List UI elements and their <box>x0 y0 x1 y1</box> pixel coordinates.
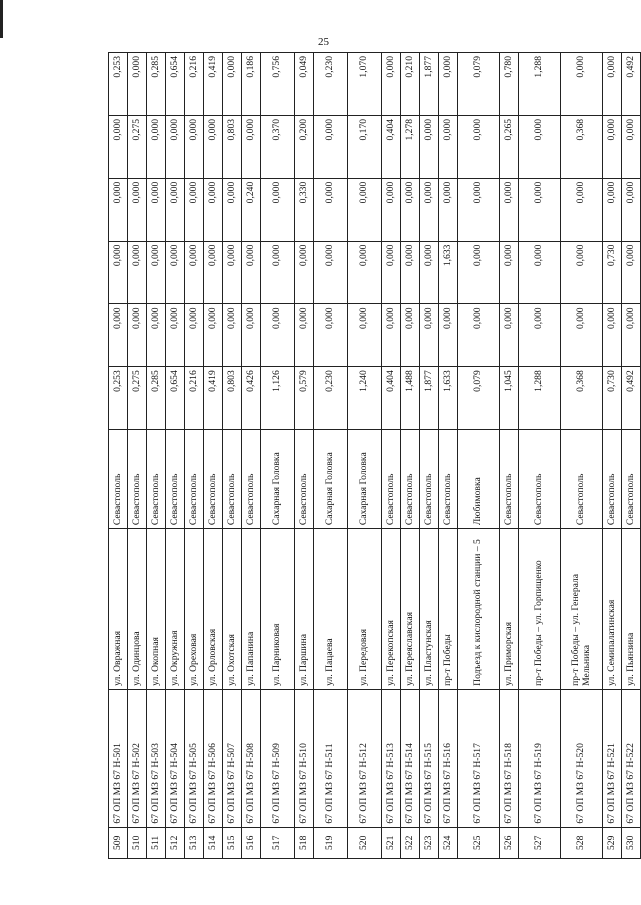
locality-cell: Севастополь <box>295 430 314 529</box>
road-id-cell: 67 ОП МЗ 67 Н-516 <box>439 689 458 827</box>
length-category-1-cell: 0,000 <box>204 304 223 367</box>
length-category-3-cell: 0,000 <box>204 178 223 241</box>
locality-cell: Севастополь <box>420 430 439 529</box>
road-name-cell: пр-т Победы – ул. Горпищенко <box>519 529 561 690</box>
length-category-5-cell: 1,288 <box>519 53 561 116</box>
road-name-cell: ул. Пластунская <box>420 529 439 690</box>
length-category-5-cell: 0,780 <box>500 53 519 116</box>
length-category-2-cell: 0,000 <box>109 241 128 304</box>
road-id-cell: 67 ОП МЗ 67 Н-518 <box>500 689 519 827</box>
total-length-cell: 0,419 <box>204 367 223 430</box>
length-category-2-cell: 0,730 <box>603 241 622 304</box>
length-category-4-cell: 0,000 <box>147 115 166 178</box>
length-category-2-cell: 0,000 <box>204 241 223 304</box>
length-category-1-cell: 0,000 <box>314 304 348 367</box>
table-row <box>420 53 439 859</box>
locality-cell: Севастополь <box>622 430 641 529</box>
length-category-4-cell: 0,170 <box>348 115 382 178</box>
row-number-cell: 519 <box>314 827 348 858</box>
length-category-4-cell: 0,000 <box>458 115 500 178</box>
length-category-1-cell: 0,000 <box>295 304 314 367</box>
length-category-5-cell: 1,070 <box>348 53 382 116</box>
locality-cell: Севастополь <box>242 430 261 529</box>
road-id-cell: 67 ОП МЗ 67 Н-502 <box>128 689 147 827</box>
length-category-5-cell: 0,492 <box>622 53 641 116</box>
length-category-5-cell: 0,186 <box>242 53 261 116</box>
total-length-cell: 0,579 <box>295 367 314 430</box>
length-category-2-cell: 0,000 <box>223 241 242 304</box>
row-number-cell: 515 <box>223 827 242 858</box>
length-category-5-cell: 0,000 <box>603 53 622 116</box>
length-category-5-cell: 0,654 <box>166 53 185 116</box>
road-id-cell: 67 ОП МЗ 67 Н-522 <box>622 689 641 827</box>
length-category-1-cell: 0,000 <box>519 304 561 367</box>
table-body <box>109 53 641 859</box>
length-category-2-cell: 0,000 <box>348 241 382 304</box>
length-category-5-cell: 0,000 <box>439 53 458 116</box>
length-category-1-cell: 0,000 <box>439 304 458 367</box>
row-number-cell: 529 <box>603 827 622 858</box>
total-length-cell: 1,633 <box>439 367 458 430</box>
length-category-2-cell: 0,000 <box>314 241 348 304</box>
locality-cell: Севастополь <box>204 430 223 529</box>
length-category-1-cell: 0,000 <box>622 304 641 367</box>
total-length-cell: 1,288 <box>519 367 561 430</box>
length-category-1-cell: 0,000 <box>261 304 295 367</box>
length-category-3-cell: 0,000 <box>348 178 382 241</box>
total-length-cell: 0,803 <box>223 367 242 430</box>
row-number-cell: 525 <box>458 827 500 858</box>
length-category-5-cell: 0,419 <box>204 53 223 116</box>
length-category-4-cell: 0,200 <box>295 115 314 178</box>
road-name-cell: ул. Паршина <box>295 529 314 690</box>
row-number-cell: 520 <box>348 827 382 858</box>
table-row <box>128 53 147 859</box>
length-category-4-cell: 0,000 <box>420 115 439 178</box>
locality-cell: Севастополь <box>185 430 204 529</box>
road-name-cell: ул. Передовая <box>348 529 382 690</box>
table-row <box>185 53 204 859</box>
road-name-cell: ул. Овражная <box>109 529 128 690</box>
length-category-2-cell: 0,000 <box>561 241 603 304</box>
length-category-1-cell: 0,000 <box>166 304 185 367</box>
row-number-cell: 527 <box>519 827 561 858</box>
length-category-4-cell: 0,000 <box>185 115 204 178</box>
locality-cell: Сахарная Головка <box>314 430 348 529</box>
length-category-3-cell: 0,000 <box>185 178 204 241</box>
road-name-cell: ул. Пьянзина <box>622 529 641 690</box>
table-row <box>295 53 314 859</box>
row-number-cell: 513 <box>185 827 204 858</box>
road-name-cell: ул. Окружная <box>166 529 185 690</box>
road-name-cell: Подъезд к кислородной станции – 5 <box>458 529 500 690</box>
total-length-cell: 0,426 <box>242 367 261 430</box>
road-name-cell: ул. Переяславская <box>401 529 420 690</box>
length-category-2-cell: 0,000 <box>458 241 500 304</box>
road-id-cell: 67 ОП МЗ 67 Н-519 <box>519 689 561 827</box>
locality-cell: Сахарная Головка <box>261 430 295 529</box>
length-category-4-cell: 0,000 <box>519 115 561 178</box>
length-category-5-cell: 0,230 <box>314 53 348 116</box>
locality-cell: Севастополь <box>382 430 401 529</box>
locality-cell: Севастополь <box>166 430 185 529</box>
rotated-table-container <box>108 52 636 859</box>
locality-cell: Севастополь <box>401 430 420 529</box>
length-category-1-cell: 0,000 <box>128 304 147 367</box>
locality-cell: Севастополь <box>603 430 622 529</box>
length-category-3-cell: 0,000 <box>401 178 420 241</box>
total-length-cell: 0,253 <box>109 367 128 430</box>
length-category-4-cell: 0,000 <box>314 115 348 178</box>
road-id-cell: 67 ОП МЗ 67 Н-514 <box>401 689 420 827</box>
table-row <box>147 53 166 859</box>
road-id-cell: 67 ОП МЗ 67 Н-517 <box>458 689 500 827</box>
length-category-4-cell: 0,000 <box>603 115 622 178</box>
length-category-1-cell: 0,000 <box>147 304 166 367</box>
page-number: 25 <box>318 36 329 48</box>
locality-cell: Севастополь <box>128 430 147 529</box>
length-category-5-cell: 0,000 <box>128 53 147 116</box>
road-name-cell: ул. Одинцова <box>128 529 147 690</box>
length-category-4-cell: 0,000 <box>109 115 128 178</box>
table-row <box>204 53 223 859</box>
table-row <box>401 53 420 859</box>
length-category-5-cell: 0,253 <box>109 53 128 116</box>
total-length-cell: 0,230 <box>314 367 348 430</box>
length-category-5-cell: 0,000 <box>223 53 242 116</box>
road-name-cell: ул. Пацаева <box>314 529 348 690</box>
total-length-cell: 1,240 <box>348 367 382 430</box>
length-category-1-cell: 0,000 <box>382 304 401 367</box>
table-row <box>439 53 458 859</box>
locality-cell: Севастополь <box>439 430 458 529</box>
length-category-2-cell: 0,000 <box>401 241 420 304</box>
total-length-cell: 0,730 <box>603 367 622 430</box>
table-row <box>348 53 382 859</box>
length-category-5-cell: 0,756 <box>261 53 295 116</box>
road-name-cell: ул. Семипалатинская <box>603 529 622 690</box>
row-number-cell: 528 <box>561 827 603 858</box>
length-category-2-cell: 0,000 <box>622 241 641 304</box>
total-length-cell: 0,079 <box>458 367 500 430</box>
length-category-5-cell: 0,210 <box>401 53 420 116</box>
length-category-3-cell: 0,000 <box>561 178 603 241</box>
row-number-cell: 516 <box>242 827 261 858</box>
row-number-cell: 510 <box>128 827 147 858</box>
length-category-2-cell: 0,000 <box>382 241 401 304</box>
length-category-3-cell: 0,000 <box>382 178 401 241</box>
row-number-cell: 530 <box>622 827 641 858</box>
length-category-5-cell: 0,049 <box>295 53 314 116</box>
road-id-cell: 67 ОП МЗ 67 Н-501 <box>109 689 128 827</box>
locality-cell: Севастополь <box>147 430 166 529</box>
total-length-cell: 1,877 <box>420 367 439 430</box>
table-row <box>166 53 185 859</box>
locality-cell: Сахарная Головка <box>348 430 382 529</box>
road-name-cell: ул. Охотская <box>223 529 242 690</box>
table-row <box>223 53 242 859</box>
road-register-page <box>108 52 636 859</box>
length-category-2-cell: 0,000 <box>147 241 166 304</box>
length-category-2-cell: 0,000 <box>261 241 295 304</box>
length-category-5-cell: 1,877 <box>420 53 439 116</box>
road-id-cell: 67 ОП МЗ 67 Н-506 <box>204 689 223 827</box>
length-category-3-cell: 0,000 <box>261 178 295 241</box>
length-category-1-cell: 0,000 <box>458 304 500 367</box>
locality-cell: Севастополь <box>223 430 242 529</box>
road-name-cell: ул. Ореховая <box>185 529 204 690</box>
length-category-4-cell: 0,275 <box>128 115 147 178</box>
total-length-cell: 1,126 <box>261 367 295 430</box>
road-name-cell: ул. Папанина <box>242 529 261 690</box>
length-category-4-cell: 0,803 <box>223 115 242 178</box>
length-category-4-cell: 0,265 <box>500 115 519 178</box>
row-number-cell: 511 <box>147 827 166 858</box>
length-category-1-cell: 0,000 <box>561 304 603 367</box>
row-number-cell: 509 <box>109 827 128 858</box>
total-length-cell: 1,488 <box>401 367 420 430</box>
length-category-3-cell: 0,000 <box>128 178 147 241</box>
length-category-5-cell: 0,079 <box>458 53 500 116</box>
length-category-5-cell: 0,000 <box>561 53 603 116</box>
length-category-3-cell: 0,000 <box>439 178 458 241</box>
road-id-cell: 67 ОП МЗ 67 Н-515 <box>420 689 439 827</box>
scan-edge-mark <box>0 0 3 38</box>
road-name-cell: ул. Приморская <box>500 529 519 690</box>
length-category-1-cell: 0,000 <box>348 304 382 367</box>
locality-cell: Севастополь <box>519 430 561 529</box>
row-number-cell: 522 <box>401 827 420 858</box>
table-row <box>242 53 261 859</box>
table-row <box>519 53 561 859</box>
total-length-cell: 0,492 <box>622 367 641 430</box>
table-row <box>622 53 641 859</box>
table-row <box>561 53 603 859</box>
row-number-cell: 518 <box>295 827 314 858</box>
length-category-2-cell: 0,000 <box>128 241 147 304</box>
table-row <box>500 53 519 859</box>
total-length-cell: 0,404 <box>382 367 401 430</box>
road-id-cell: 67 ОП МЗ 67 Н-513 <box>382 689 401 827</box>
length-category-2-cell: 0,000 <box>500 241 519 304</box>
length-category-3-cell: 0,000 <box>458 178 500 241</box>
length-category-1-cell: 0,000 <box>242 304 261 367</box>
table-row <box>603 53 622 859</box>
length-category-2-cell: 1,633 <box>439 241 458 304</box>
road-name-cell: ул. Окопная <box>147 529 166 690</box>
length-category-1-cell: 0,000 <box>500 304 519 367</box>
road-id-cell: 67 ОП МЗ 67 Н-507 <box>223 689 242 827</box>
length-category-2-cell: 0,000 <box>295 241 314 304</box>
table-row <box>458 53 500 859</box>
road-id-cell: 67 ОП МЗ 67 Н-521 <box>603 689 622 827</box>
row-number-cell: 517 <box>261 827 295 858</box>
length-category-1-cell: 0,000 <box>603 304 622 367</box>
total-length-cell: 0,275 <box>128 367 147 430</box>
table-row <box>109 53 128 859</box>
length-category-3-cell: 0,000 <box>223 178 242 241</box>
length-category-3-cell: 0,000 <box>314 178 348 241</box>
locality-cell: Севастополь <box>109 430 128 529</box>
road-name-cell: пр-т Победы <box>439 529 458 690</box>
length-category-1-cell: 0,000 <box>185 304 204 367</box>
length-category-5-cell: 0,216 <box>185 53 204 116</box>
road-id-cell: 67 ОП МЗ 67 Н-520 <box>561 689 603 827</box>
total-length-cell: 1,045 <box>500 367 519 430</box>
length-category-3-cell: 0,240 <box>242 178 261 241</box>
road-id-cell: 67 ОП МЗ 67 Н-504 <box>166 689 185 827</box>
road-id-cell: 67 ОП МЗ 67 Н-509 <box>261 689 295 827</box>
total-length-cell: 0,216 <box>185 367 204 430</box>
length-category-3-cell: 0,000 <box>420 178 439 241</box>
length-category-2-cell: 0,000 <box>166 241 185 304</box>
row-number-cell: 512 <box>166 827 185 858</box>
length-category-1-cell: 0,000 <box>420 304 439 367</box>
road-name-cell: ул. Перекопская <box>382 529 401 690</box>
length-category-3-cell: 0,000 <box>166 178 185 241</box>
table-row <box>314 53 348 859</box>
length-category-4-cell: 1,278 <box>401 115 420 178</box>
table-row <box>261 53 295 859</box>
row-number-cell: 524 <box>439 827 458 858</box>
row-number-cell: 514 <box>204 827 223 858</box>
length-category-3-cell: 0,000 <box>147 178 166 241</box>
length-category-3-cell: 0,330 <box>295 178 314 241</box>
locality-cell: Любимовка <box>458 430 500 529</box>
road-id-cell: 67 ОП МЗ 67 Н-511 <box>314 689 348 827</box>
length-category-4-cell: 0,000 <box>204 115 223 178</box>
row-number-cell: 526 <box>500 827 519 858</box>
length-category-4-cell: 0,000 <box>439 115 458 178</box>
total-length-cell: 0,654 <box>166 367 185 430</box>
row-number-cell: 521 <box>382 827 401 858</box>
length-category-2-cell: 0,000 <box>242 241 261 304</box>
length-category-2-cell: 0,000 <box>420 241 439 304</box>
road-id-cell: 67 ОП МЗ 67 Н-510 <box>295 689 314 827</box>
length-category-4-cell: 0,370 <box>261 115 295 178</box>
length-category-4-cell: 0,368 <box>561 115 603 178</box>
road-id-cell: 67 ОП МЗ 67 Н-512 <box>348 689 382 827</box>
length-category-4-cell: 0,000 <box>166 115 185 178</box>
length-category-1-cell: 0,000 <box>223 304 242 367</box>
length-category-5-cell: 0,000 <box>382 53 401 116</box>
total-length-cell: 0,285 <box>147 367 166 430</box>
road-id-cell: 67 ОП МЗ 67 Н-505 <box>185 689 204 827</box>
total-length-cell: 0,368 <box>561 367 603 430</box>
length-category-5-cell: 0,285 <box>147 53 166 116</box>
length-category-4-cell: 0,000 <box>242 115 261 178</box>
length-category-1-cell: 0,000 <box>109 304 128 367</box>
length-category-2-cell: 0,000 <box>185 241 204 304</box>
locality-cell: Севастополь <box>500 430 519 529</box>
road-id-cell: 67 ОП МЗ 67 Н-508 <box>242 689 261 827</box>
length-category-1-cell: 0,000 <box>401 304 420 367</box>
row-number-cell: 523 <box>420 827 439 858</box>
length-category-3-cell: 0,000 <box>603 178 622 241</box>
length-category-3-cell: 0,000 <box>622 178 641 241</box>
road-name-cell: ул. Орловская <box>204 529 223 690</box>
road-name-cell: пр-т Победы – ул. Генерала Мельника <box>561 529 603 690</box>
road-register-table <box>108 52 641 859</box>
road-id-cell: 67 ОП МЗ 67 Н-503 <box>147 689 166 827</box>
length-category-3-cell: 0,000 <box>109 178 128 241</box>
length-category-4-cell: 0,000 <box>622 115 641 178</box>
length-category-3-cell: 0,000 <box>519 178 561 241</box>
length-category-2-cell: 0,000 <box>519 241 561 304</box>
length-category-4-cell: 0,404 <box>382 115 401 178</box>
road-name-cell: ул. Парниковая <box>261 529 295 690</box>
locality-cell: Севастополь <box>561 430 603 529</box>
length-category-3-cell: 0,000 <box>500 178 519 241</box>
table-row <box>382 53 401 859</box>
